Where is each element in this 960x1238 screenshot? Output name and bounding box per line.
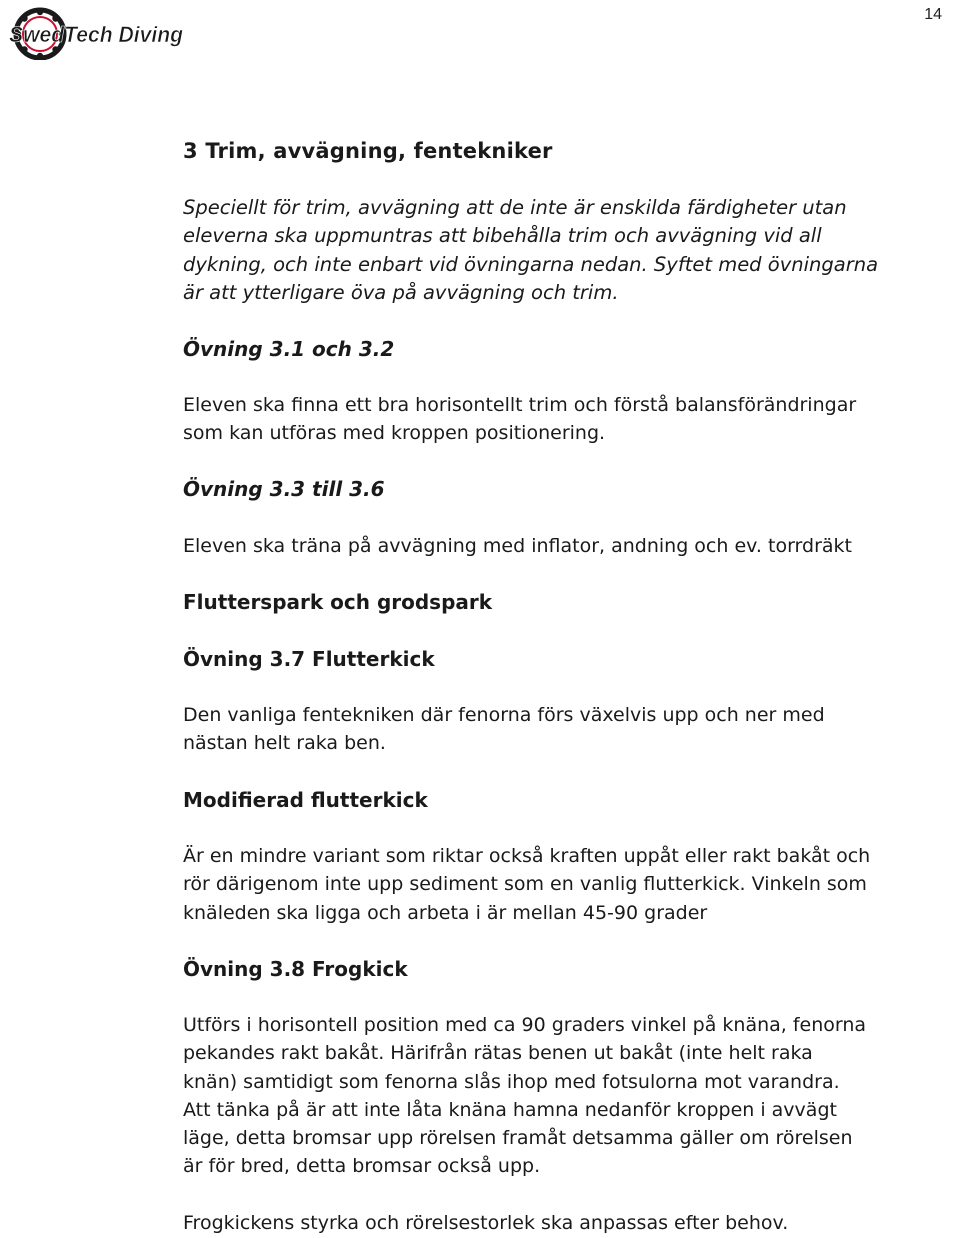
exercise-heading: Övning 3.8 Frogkick xyxy=(183,957,408,981)
exercise-heading: Övning 3.3 till 3.6 xyxy=(183,477,385,501)
text-line: Den vanliga fentekniken där fenorna förs växelvis upp och ner med xyxy=(183,704,825,726)
text-line: dykning, och inte enbart vid övningarna nedan. Syftet med övningarna xyxy=(183,252,879,276)
text-line: är för bred, detta bromsar också upp. xyxy=(183,1155,541,1178)
subsection-heading: Modifierad flutterkick xyxy=(183,788,428,812)
text-line: nästan helt raka ben. xyxy=(183,732,386,755)
intro-paragraph xyxy=(183,194,878,307)
exercise-heading: Övning 3.7 Flutterkick xyxy=(183,647,435,671)
text-line: är att ytterligare öva på avvägning och trim. xyxy=(183,280,619,304)
page-number: 14 xyxy=(924,6,942,23)
swedtech-diving-logo xyxy=(6,4,186,60)
logo-text: SwedTech Diving xyxy=(9,22,184,47)
exercise-paragraph xyxy=(183,701,825,758)
exercise-paragraph xyxy=(183,391,856,448)
text-line: Speciellt för trim, avvägning att de inte är enskilda färdigheter utan xyxy=(183,196,847,219)
text-line: knäleden ska ligga och arbeta i är mellan 45-90 grader xyxy=(183,901,708,924)
text-line: Eleven ska träna på avvägning med inflator, andning och ev. torrdräkt xyxy=(183,535,852,557)
text-line: Är en mindre variant som riktar också kraften uppåt eller rakt bakåt och xyxy=(183,845,871,867)
text-line: rör därigenom inte upp sediment som en vanlig flutterkick. Vinkeln som xyxy=(183,873,867,896)
section-title: 3 Trim, avvägning, fentekniker xyxy=(183,139,553,163)
text-line: som kan utföras med kroppen positionering. xyxy=(183,422,606,445)
text-line: knän) samtidigt som fenorna slås ihop med fotsulorna mot varandra. xyxy=(183,1070,840,1093)
closing-paragraph: Frogkickens styrka och rörelsestorlek ska anpassas efter behov. xyxy=(183,1212,789,1234)
subsection-heading: Flutterspark och grodspark xyxy=(183,590,493,614)
text-line: pekandes rakt bakåt. Härifrån rätas benen ut bakåt (inte helt raka xyxy=(183,1042,813,1065)
text-line: Eleven ska finna ett bra horisontellt trim och förstå balansförändringar xyxy=(183,394,857,416)
text-line: Utförs i horisontell position med ca 90 graders vinkel på knäna, fenorna xyxy=(183,1014,867,1036)
text-line: eleverna ska uppmuntras att bibehålla trim och avvägning vid all xyxy=(183,224,822,248)
exercise-paragraph xyxy=(183,532,852,560)
exercise-paragraph xyxy=(183,1011,866,1181)
text-line: Att tänka på är att inte låta knäna hamna nedanför kroppen i avvägt xyxy=(183,1098,837,1121)
exercise-heading: Övning 3.1 och 3.2 xyxy=(183,337,395,361)
modified-paragraph xyxy=(183,842,870,927)
text-line: läge, detta bromsar upp rörelsen framåt detsamma gäller om rörelsen xyxy=(183,1127,853,1150)
